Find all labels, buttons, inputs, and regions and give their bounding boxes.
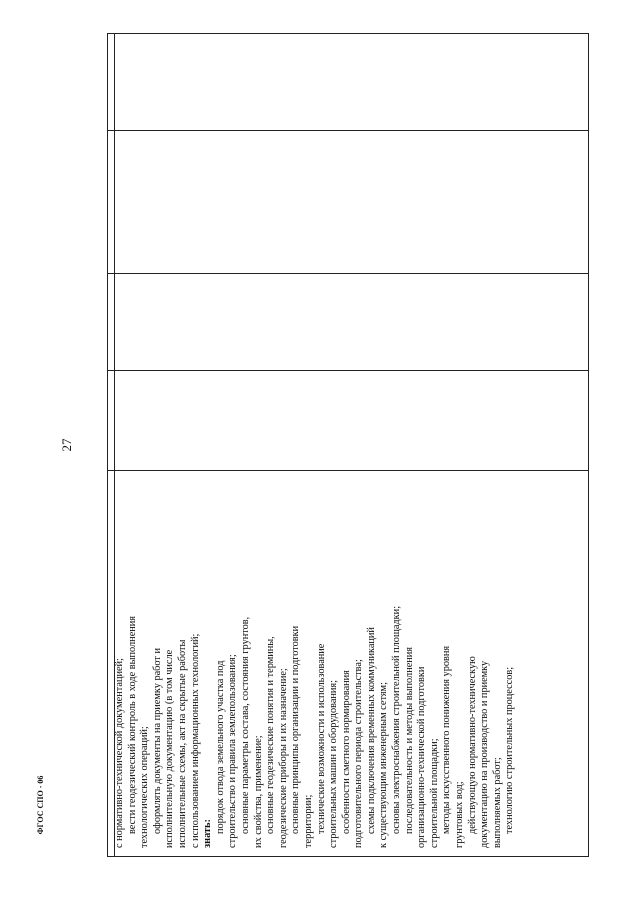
text-line: с использованием информационных технологий; <box>189 633 201 848</box>
text-line: геодезические приборы и их назначение; <box>277 668 289 848</box>
text-line: грунтовых вод; <box>454 781 466 848</box>
text-line: технологических операций; <box>139 726 151 848</box>
text-line: к существующим инженерным сетям; <box>378 682 390 848</box>
text-line: строительной площадки; <box>428 738 440 848</box>
text-line: основные геодезические понятия и термины, <box>265 636 277 834</box>
text-line: с нормативно-технической документацией; <box>114 658 125 848</box>
text-line: действующую нормативно-техническую <box>466 656 478 834</box>
text-line: методы искусственного понижения уровня <box>441 645 453 834</box>
text-line: технологию строительных процессов; <box>504 666 516 834</box>
text-line: исполнительную документацию (в том числе <box>164 649 176 848</box>
page-footer: ФГОС СПО - 06 <box>36 775 45 835</box>
table-row-divider <box>108 273 588 274</box>
text-line: основные параметры состава, состояния грунтов, <box>239 616 251 834</box>
text-line: основные принципы организации и подготовки <box>290 625 302 834</box>
text-line: последовательность и методы выполнения <box>403 646 415 834</box>
text-line: схемы подключения временных коммуникаций <box>365 627 377 834</box>
text-line: документацию на производство и приемку <box>479 660 491 848</box>
table-cell-text <box>114 478 517 850</box>
text-line: оформлять документы на приемку работ и <box>151 647 163 834</box>
table-row-divider <box>108 370 588 371</box>
text-line: технические возможности и использование <box>315 643 327 834</box>
text-line: организационно-технической подготовки <box>416 666 428 848</box>
text-line: основы электроснабжения строительной площадки; <box>391 605 403 834</box>
page-number: 27 <box>59 438 74 452</box>
text-line: исполнительные схемы, акт на скрытые работы <box>176 639 188 848</box>
table-row-divider <box>108 130 588 131</box>
table-cell-content <box>114 478 594 850</box>
text-line: их свойства, применение; <box>252 735 264 848</box>
text-line: особенности сметного нормирования <box>340 670 352 834</box>
text-line: вести геодезический контроль в ходе выполнения <box>126 615 138 834</box>
text-line: подготовительного периода строительства; <box>353 659 365 848</box>
text-line: строительство и правила землепользования; <box>227 654 239 848</box>
text-line: выполняемых работ; <box>491 757 503 848</box>
text-line: строительных машин и оборудования; <box>328 679 340 848</box>
table-row-divider <box>108 470 588 471</box>
text-line: территории; <box>302 794 314 848</box>
text-line: знать: <box>202 819 214 848</box>
text-line: порядок отвода земельного участка под <box>214 660 226 834</box>
